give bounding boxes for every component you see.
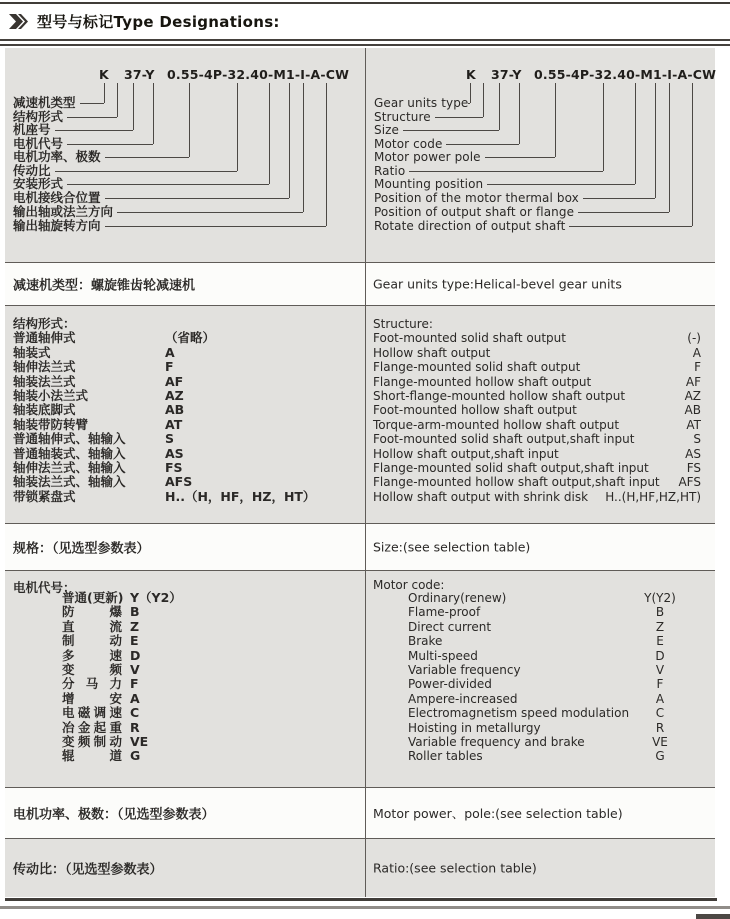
structure-item-en-label: Hollow shaft output with shrink disk: [373, 489, 589, 504]
leader-line: [487, 184, 635, 185]
leader-line: [435, 117, 483, 118]
diagram-label: Gear units type: [374, 96, 469, 110]
motor-item-en-name: Variable frequency: [408, 662, 521, 677]
motor-item-en: [408, 663, 701, 677]
motor-item-en-name: Power-divided: [408, 677, 492, 692]
leader-line: [569, 226, 692, 227]
ratio-en: Ratio:(see selection table): [373, 860, 537, 876]
diagram-label: 机座号: [13, 122, 51, 137]
motor-item-en-code: F: [656, 677, 664, 692]
motor-item-en-name: Multi-speed: [408, 648, 478, 663]
leader-line: [468, 103, 470, 104]
structure-item-zh-label: 普通轴伸式、轴输入: [13, 431, 126, 447]
structure-item-zh: [13, 331, 359, 345]
motor-item-zh: [62, 721, 182, 735]
motor-item-zh-name: 普通(更新): [62, 590, 124, 605]
double-chevron-right-icon: [9, 14, 28, 29]
structure-item-en-label: Hollow shaft output,shaft input: [373, 446, 559, 461]
leader-line: [655, 83, 656, 198]
motor-item-en-code: VE: [652, 734, 668, 749]
leader-line: [403, 130, 499, 131]
leader-line: [692, 83, 693, 226]
motor-item-zh-code: R: [130, 719, 140, 735]
diagram-label: 输出轴旋转方向: [13, 218, 101, 233]
leader-line: [55, 130, 133, 131]
structure-item-en-label: Flange-mounted hollow shaft output: [373, 374, 592, 389]
structure-item-en-label: Short-flange-mounted hollow shaft output: [373, 388, 626, 403]
structure-header-en: Structure:: [373, 317, 433, 331]
structure-header-zh: 结构形式：: [13, 316, 76, 331]
diagram-label: Rotate direction of output shaft: [374, 219, 566, 233]
size-zh: 规格：（见选型参数表）: [13, 541, 150, 557]
motor-list-en: [408, 591, 701, 764]
motor-item-en-code: C: [655, 706, 665, 721]
structure-item-zh-label: 轴装小法兰式: [13, 387, 89, 403]
structure-list-en: [373, 331, 701, 504]
diagram-label: 传动比: [13, 163, 51, 178]
structure-item-en: [373, 432, 701, 446]
structure-item-zh-code: AFS: [165, 474, 193, 490]
motor-item-zh-name: 直流: [62, 618, 122, 634]
motor-item-zh-code: Y（Y2）: [130, 590, 182, 605]
motor-item-zh: [62, 634, 182, 648]
leader-line: [80, 103, 104, 104]
structure-item-en-label: Torque-arm-mounted hollow shaft output: [373, 417, 620, 432]
diagram-label: 安装形式: [13, 176, 64, 191]
structure-item-zh-code: FS: [165, 459, 183, 475]
structure-item-zh-label: 轴装底脚式: [13, 402, 76, 418]
designation-code-segment: 37-Y: [491, 67, 522, 82]
designation-code-segment: 0.55-4P-32.40-M1-I-A-CW: [167, 67, 350, 82]
column-divider: [365, 48, 366, 897]
leader-line: [105, 198, 289, 199]
motor-item-zh-code: VE: [130, 733, 149, 749]
motor-item-en: [408, 721, 701, 735]
structure-item-en-label: Flange-mounted solid shaft output: [373, 360, 581, 375]
motor-item-en-name: Ampere-increased: [408, 691, 518, 706]
structure-item-zh-label: 普通轴伸式: [13, 330, 76, 346]
ratio-row: [5, 838, 715, 897]
size-en: Size:(see selection table): [373, 539, 531, 555]
motor-item-en-code: G: [655, 749, 665, 764]
leader-line: [67, 144, 153, 145]
structure-item-en-label: Foot-mounted solid shaft output: [373, 331, 566, 346]
diagram-label: 减速机类型: [13, 95, 76, 110]
structure-item-zh-label: 轴装法兰式: [13, 373, 76, 389]
structure-section: [5, 305, 715, 523]
structure-item-en-label: Flange-mounted hollow shaft output,shaft input: [373, 475, 660, 490]
motor-item-en-code: V: [655, 662, 665, 677]
leader-line: [105, 226, 326, 227]
motor-header-en: Motor code:: [373, 578, 445, 592]
structure-item-en-code: AZ: [684, 388, 701, 403]
motor-item-en-name: Roller tables: [408, 749, 483, 764]
structure-item-zh-code: S: [165, 431, 175, 447]
structure-column-zh: [13, 317, 359, 504]
designation-code-segment: K: [99, 67, 109, 82]
designation-diagram: [5, 48, 715, 262]
leader-line: [189, 83, 190, 157]
motor-item-zh-name: 分马力: [62, 676, 122, 692]
motor-item-zh: [62, 649, 182, 663]
page-header: [9, 11, 280, 32]
structure-item-zh: [13, 403, 359, 417]
leader-line: [499, 83, 500, 130]
leader-line: [117, 83, 118, 117]
structure-item-en-label: Hollow shaft output: [373, 345, 491, 360]
designation-code-segment: K: [466, 67, 476, 82]
leader-line: [603, 83, 604, 171]
motor-power-row: [5, 787, 715, 838]
motor-item-en-name: Electromagnetism speed modulation: [408, 706, 630, 721]
motor-item-en-code: B: [655, 605, 665, 620]
diagram-label: Ratio: [374, 164, 406, 178]
structure-item-zh: [13, 447, 359, 461]
diagram-label: Structure: [374, 110, 431, 124]
motor-item-zh: [62, 706, 182, 720]
motor-item-zh: [62, 677, 182, 691]
structure-item-zh-label: 轴装式: [13, 344, 51, 360]
structure-item-zh-label: 带锁紧盘式: [13, 488, 76, 504]
motor-item-en: [408, 677, 701, 691]
structure-item-en: [373, 475, 701, 489]
structure-item-en: [373, 346, 701, 360]
structure-item-zh-code: H..（H，HF，HZ，HT）: [165, 488, 316, 504]
structure-item-en: [373, 403, 701, 417]
structure-item-zh-label: 轴装法兰式、轴输入: [13, 474, 126, 490]
motor-item-zh: [62, 605, 182, 619]
motor-item-zh-name: 变频制动: [62, 733, 122, 749]
leader-line: [55, 171, 237, 172]
motor-code-section: [5, 570, 715, 787]
structure-item-en-code: AFS: [678, 475, 701, 490]
diagram-label: 电机接线合位置: [13, 190, 101, 205]
motor-item-zh: [62, 749, 182, 763]
leader-line: [555, 83, 556, 157]
diagram-label: Size: [374, 123, 400, 137]
motor-item-zh-name: 变频: [62, 661, 122, 677]
motor-item-en: [408, 649, 701, 663]
leader-line: [578, 212, 669, 213]
gear-type-row: [5, 262, 715, 305]
structure-item-zh-code: A: [165, 344, 175, 360]
motor-item-zh-name: 电磁调速: [62, 705, 122, 721]
diagram-label: Motor power pole: [374, 150, 481, 164]
structure-item-zh: [13, 475, 359, 489]
leader-line: [326, 83, 327, 226]
motor-item-en-name: Ordinary(renew): [408, 591, 507, 605]
structure-item-en-code: AB: [684, 403, 701, 418]
motor-item-zh-code: B: [130, 604, 140, 620]
structure-item-zh-code: AS: [165, 445, 184, 461]
structure-item-en-code: AF: [685, 374, 701, 389]
structure-item-en-label: Foot-mounted hollow shaft output: [373, 403, 577, 418]
motor-item-en-code: D: [655, 648, 665, 663]
motor-item-en-code: A: [655, 691, 665, 706]
motor-item-en-code: Z: [655, 619, 665, 634]
structure-item-en-label: Foot-mounted solid shaft output,shaft input: [373, 432, 635, 447]
motor-item-zh: [62, 620, 182, 634]
motor-power-en: Motor power、pole:(see selection table): [373, 806, 623, 821]
diagram-label: 结构形式: [13, 109, 64, 124]
motor-item-en: [408, 620, 701, 634]
diagram-label: 电机功率、极数: [13, 149, 101, 164]
motor-item-zh-name: 辊道: [62, 748, 122, 764]
diagram-label: 电机代号: [13, 136, 64, 151]
structure-item-zh: [13, 432, 359, 446]
motor-item-zh-name: 增安: [62, 690, 122, 706]
leader-line: [104, 83, 105, 103]
leader-line: [303, 83, 304, 212]
leader-line: [583, 198, 655, 199]
structure-item-zh: [13, 375, 359, 389]
structure-item-en: [373, 490, 701, 504]
leader-line: [237, 83, 238, 171]
structure-item-en-code: F: [694, 360, 701, 375]
table-bottom-rule: [5, 898, 717, 901]
structure-item-en: [373, 360, 701, 374]
motor-item-zh-code: D: [130, 647, 141, 663]
leader-line: [269, 83, 270, 184]
motor-item-en: [408, 605, 701, 619]
leader-line: [153, 83, 154, 144]
leader-line: [519, 83, 520, 144]
motor-item-zh-code: F: [130, 676, 139, 692]
structure-item-en: [373, 418, 701, 432]
diagram-label: Mounting position: [374, 177, 484, 191]
structure-item-zh: [13, 461, 359, 475]
motor-item-zh: [62, 692, 182, 706]
motor-item-zh-code: Z: [130, 618, 140, 634]
motor-item-zh-name: 冶金起重: [62, 719, 122, 735]
motor-item-zh-name: 多速: [62, 647, 122, 663]
motor-item-en-name: Brake: [408, 634, 443, 649]
motor-item-zh-code: A: [130, 690, 140, 706]
motor-list-zh: [62, 591, 182, 764]
motor-item-zh-name: 制动: [62, 633, 122, 649]
motor-item-en: [408, 634, 701, 648]
structure-item-zh: [13, 418, 359, 432]
motor-power-zh: 电机功率、极数：（见选型参数表）: [13, 807, 215, 823]
structure-column-en: [373, 317, 701, 504]
structure-item-zh: [13, 346, 359, 360]
structure-item-en: [373, 389, 701, 403]
leader-line: [117, 212, 303, 213]
motor-item-en: [408, 735, 701, 749]
motor-item-en-code: Y(Y2): [644, 591, 676, 605]
leader-line: [409, 171, 603, 172]
leader-line: [67, 184, 269, 185]
motor-item-en-name: Flame-proof: [408, 605, 481, 620]
motor-item-en: [408, 692, 701, 706]
leader-line: [133, 83, 134, 130]
structure-item-zh-label: 轴伸法兰式、轴输入: [13, 459, 126, 475]
structure-item-en-code: AT: [686, 417, 701, 432]
leader-line: [105, 157, 189, 158]
page-corner-mark: [696, 914, 730, 919]
structure-item-zh-code: AF: [165, 373, 184, 389]
structure-item-en-code: AS: [685, 446, 701, 461]
motor-item-en-name: Variable frequency and brake: [408, 734, 585, 749]
leader-line: [470, 83, 471, 103]
diagram-label: Position of output shaft or flange: [374, 205, 575, 219]
structure-item-en-code: FS: [686, 460, 701, 475]
motor-item-en: [408, 591, 701, 605]
motor-item-zh-code: C: [130, 705, 140, 721]
leader-line: [669, 83, 670, 212]
diagram-label: 输出轴或法兰方向: [13, 204, 114, 219]
structure-item-en: [373, 447, 701, 461]
structure-item-zh-label: 普通轴装式、轴输入: [13, 445, 126, 461]
motor-item-zh-name: 防爆: [62, 604, 122, 620]
structure-item-zh-code: F: [165, 359, 174, 375]
structure-item-zh: [13, 360, 359, 374]
size-row: [5, 523, 715, 570]
page-title: 型号与标记Type Designations:: [37, 13, 280, 31]
structure-item-en-code: H..(H,HF,HZ,HT): [605, 489, 701, 504]
structure-item-zh-label: 轴伸法兰式: [13, 359, 76, 375]
structure-item-en: [373, 375, 701, 389]
leader-line: [483, 83, 484, 117]
header-rule-thick: [0, 44, 730, 47]
motor-item-zh-code: G: [130, 748, 141, 764]
motor-item-en-code: E: [656, 634, 664, 649]
motor-item-en: [408, 706, 701, 720]
structure-item-zh: [13, 389, 359, 403]
designation-code-segment: 37-Y: [124, 67, 155, 82]
type-designation-table: [5, 48, 715, 897]
structure-item-en: [373, 331, 701, 345]
motor-item-en-name: Hoisting in metallurgy: [408, 720, 541, 735]
motor-item-zh-code: V: [130, 661, 140, 677]
motor-header-zh: 电机代号：: [13, 580, 76, 595]
leader-line: [289, 83, 290, 198]
structure-item-zh-label: 轴装带防转臂: [13, 416, 89, 432]
page-top-rule: [0, 2, 730, 4]
ratio-zh: 传动比：（见选型参数表）: [13, 862, 163, 878]
structure-item-zh-code: AB: [165, 402, 185, 418]
structure-item-en-code: (-): [687, 331, 701, 346]
structure-item-zh: [13, 490, 359, 504]
structure-item-zh-code: AZ: [165, 387, 184, 403]
designation-code-segment: 0.55-4P-32.40-M1-I-A-CW: [534, 67, 717, 82]
motor-item-en-name: Direct current: [408, 619, 492, 634]
structure-item-zh-code: （省略）: [165, 330, 216, 346]
structure-item-zh-code: AT: [165, 416, 183, 432]
motor-item-zh-code: E: [130, 633, 139, 649]
leader-line: [485, 157, 555, 158]
structure-item-en-code: S: [693, 432, 701, 447]
leader-line: [446, 144, 519, 145]
motor-item-en: [408, 749, 701, 763]
gear-type-en: Gear units type:Helical-bevel gear units: [373, 276, 622, 292]
motor-item-zh: [62, 735, 182, 749]
page-bottom-rule: [0, 906, 730, 909]
leader-line: [67, 117, 117, 118]
motor-item-zh: [62, 663, 182, 677]
gear-type-zh: 减速机类型：螺旋锥齿轮减速机: [13, 278, 196, 294]
leader-line: [635, 83, 636, 184]
diagram-label: Motor code: [374, 137, 443, 151]
header-rule-thin: [0, 39, 730, 41]
structure-item-en-code: A: [692, 345, 701, 360]
motor-item-en-code: R: [655, 720, 665, 735]
diagram-label: Position of the motor thermal box: [374, 191, 579, 205]
structure-list-zh: [13, 331, 359, 504]
structure-item-en-label: Flange-mounted solid shaft output,shaft input: [373, 460, 649, 475]
motor-item-zh: [62, 591, 182, 605]
structure-item-en: [373, 461, 701, 475]
